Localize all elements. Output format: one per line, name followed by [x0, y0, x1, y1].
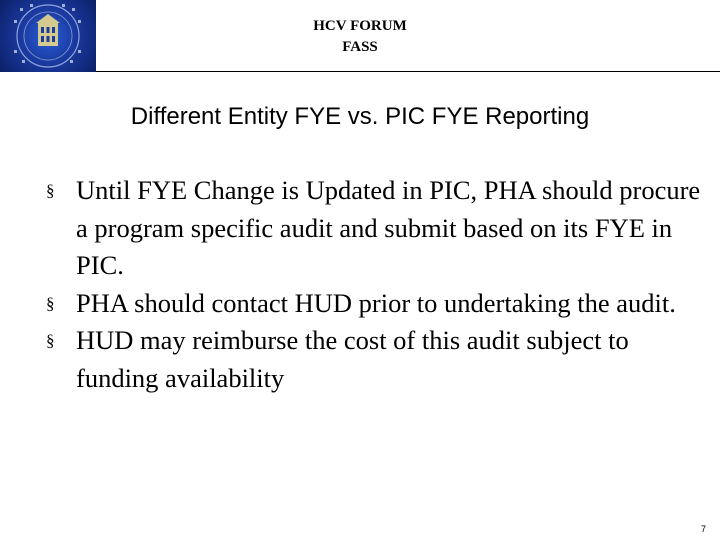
hud-seal-icon [0, 0, 96, 72]
bullet-text: PHA should contact HUD prior to undertaking the audit. [76, 287, 676, 318]
header-title-line1: HCV FORUM [313, 18, 407, 34]
slide-title: Different Entity FYE vs. PIC FYE Reporting [130, 103, 590, 130]
bullet-marker-icon: § [46, 181, 55, 200]
header-title [240, 16, 480, 58]
bullet-item [46, 285, 706, 323]
bullet-marker-icon: § [46, 293, 55, 313]
bullet-text: HUD may reimburse the cost of this audit subject to funding availability [76, 325, 629, 393]
bullet-text: Until FYE Change is Updated in PIC, PHA should procure a program specific audit and submit based on its FYE in PIC. [76, 175, 701, 280]
bullet-item [46, 322, 706, 397]
page-number: 7 [700, 524, 706, 534]
bullet-item [46, 172, 706, 285]
hud-seal-logo [0, 0, 96, 72]
bullet-list [46, 172, 706, 397]
header-title-line2: FASS [342, 39, 378, 55]
header-divider [96, 71, 720, 72]
bullet-marker-icon: § [46, 331, 55, 350]
